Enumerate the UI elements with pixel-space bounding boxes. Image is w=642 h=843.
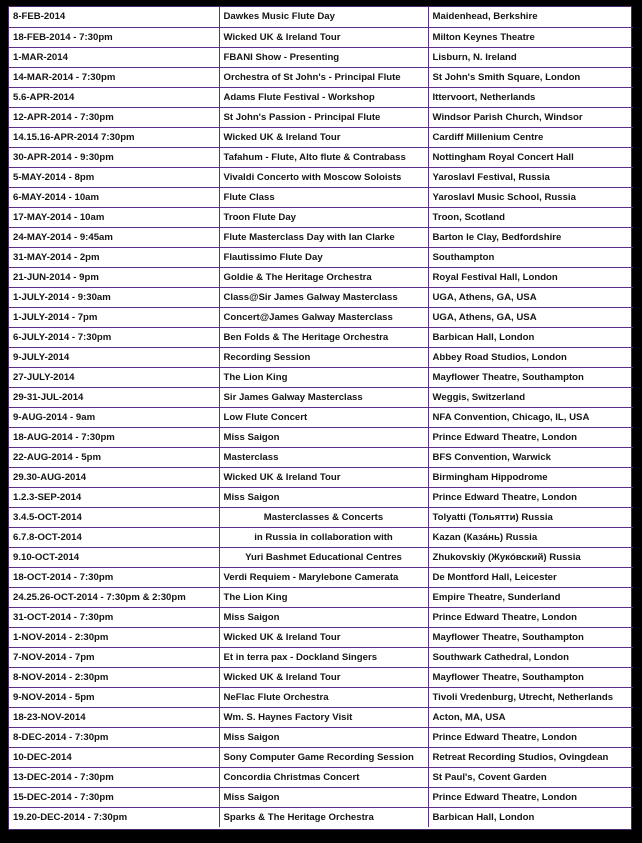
event-cell: in Russia in collaboration with xyxy=(219,527,428,547)
date-cell: 22-AUG-2014 - 5pm xyxy=(9,447,219,467)
schedule-body xyxy=(9,7,633,827)
venue-cell: Nottingham Royal Concert Hall xyxy=(428,147,633,167)
table-row xyxy=(9,767,633,787)
table-row xyxy=(9,87,633,107)
venue-cell: Prince Edward Theatre, London xyxy=(428,607,633,627)
event-cell: Sir James Galway Masterclass xyxy=(219,387,428,407)
date-cell: 12-APR-2014 - 7:30pm xyxy=(9,107,219,127)
table-row xyxy=(9,327,633,347)
table-row xyxy=(9,447,633,467)
table-row xyxy=(9,107,633,127)
venue-cell: Lisburn, N. Ireland xyxy=(428,47,633,67)
event-cell: Orchestra of St John's - Principal Flute xyxy=(219,67,428,87)
venue-cell: UGA, Athens, GA, USA xyxy=(428,287,633,307)
event-cell: The Lion King xyxy=(219,587,428,607)
venue-cell: Prince Edward Theatre, London xyxy=(428,487,633,507)
table-row xyxy=(9,707,633,727)
date-cell: 29.30-AUG-2014 xyxy=(9,467,219,487)
event-cell: Et in terra pax - Dockland Singers xyxy=(219,647,428,667)
table-row xyxy=(9,367,633,387)
venue-cell: St John's Smith Square, London xyxy=(428,67,633,87)
venue-cell: St Paul's, Covent Garden xyxy=(428,767,633,787)
venue-cell: UGA, Athens, GA, USA xyxy=(428,307,633,327)
date-cell: 31-OCT-2014 - 7:30pm xyxy=(9,607,219,627)
table-row xyxy=(9,647,633,667)
event-cell: Goldie & The Heritage Orchestra xyxy=(219,267,428,287)
event-cell: Masterclass xyxy=(219,447,428,467)
venue-cell: Prince Edward Theatre, London xyxy=(428,727,633,747)
event-cell: Wicked UK & Ireland Tour xyxy=(219,627,428,647)
date-cell: 15-DEC-2014 - 7:30pm xyxy=(9,787,219,807)
event-cell: NeFlac Flute Orchestra xyxy=(219,687,428,707)
event-cell: Class@Sir James Galway Masterclass xyxy=(219,287,428,307)
date-cell: 29-31-JUL-2014 xyxy=(9,387,219,407)
date-cell: 1-NOV-2014 - 2:30pm xyxy=(9,627,219,647)
date-cell: 3.4.5-OCT-2014 xyxy=(9,507,219,527)
date-cell: 18-23-NOV-2014 xyxy=(9,707,219,727)
venue-cell: Acton, MA, USA xyxy=(428,707,633,727)
table-row xyxy=(9,467,633,487)
date-cell: 21-JUN-2014 - 9pm xyxy=(9,267,219,287)
table-row xyxy=(9,27,633,47)
event-cell: Adams Flute Festival - Workshop xyxy=(219,87,428,107)
event-cell: Miss Saigon xyxy=(219,787,428,807)
venue-cell: De Montford Hall, Leicester xyxy=(428,567,633,587)
date-cell: 1-MAR-2014 xyxy=(9,47,219,67)
event-cell: Miss Saigon xyxy=(219,727,428,747)
venue-cell: Cardiff Millenium Centre xyxy=(428,127,633,147)
table-row xyxy=(9,67,633,87)
date-cell: 18-OCT-2014 - 7:30pm xyxy=(9,567,219,587)
venue-cell: Tivoli Vredenburg, Utrecht, Netherlands xyxy=(428,687,633,707)
table-row xyxy=(9,187,633,207)
date-cell: 9-JULY-2014 xyxy=(9,347,219,367)
venue-cell: Royal Festival Hall, London xyxy=(428,267,633,287)
date-cell: 1.2.3-SEP-2014 xyxy=(9,487,219,507)
schedule-sheet xyxy=(8,6,632,830)
table-row xyxy=(9,47,633,67)
venue-cell: Yaroslavl Festival, Russia xyxy=(428,167,633,187)
venue-cell: Yaroslavl Music School, Russia xyxy=(428,187,633,207)
table-row xyxy=(9,627,633,647)
date-cell: 9-NOV-2014 - 5pm xyxy=(9,687,219,707)
venue-cell: Zhukovskiy (Жукóвский) Russia xyxy=(428,547,633,567)
date-cell: 5-MAY-2014 - 8pm xyxy=(9,167,219,187)
table-row xyxy=(9,247,633,267)
table-row xyxy=(9,667,633,687)
date-cell: 10-DEC-2014 xyxy=(9,747,219,767)
date-cell: 9-AUG-2014 - 9am xyxy=(9,407,219,427)
venue-cell: Southwark Cathedral, London xyxy=(428,647,633,667)
venue-cell: Barbican Hall, London xyxy=(428,327,633,347)
date-cell: 19.20-DEC-2014 - 7:30pm xyxy=(9,807,219,827)
date-cell: 31-MAY-2014 - 2pm xyxy=(9,247,219,267)
table-row xyxy=(9,687,633,707)
table-row xyxy=(9,167,633,187)
date-cell: 24-MAY-2014 - 9:45am xyxy=(9,227,219,247)
venue-cell: Ittervoort, Netherlands xyxy=(428,87,633,107)
table-row xyxy=(9,527,633,547)
date-cell: 6-MAY-2014 - 10am xyxy=(9,187,219,207)
event-cell: Concert@James Galway Masterclass xyxy=(219,307,428,327)
venue-cell: Barton le Clay, Bedfordshire xyxy=(428,227,633,247)
table-row xyxy=(9,567,633,587)
venue-cell: BFS Convention, Warwick xyxy=(428,447,633,467)
event-cell: St John's Passion - Principal Flute xyxy=(219,107,428,127)
event-cell: Wicked UK & Ireland Tour xyxy=(219,27,428,47)
date-cell: 27-JULY-2014 xyxy=(9,367,219,387)
table-row xyxy=(9,807,633,827)
table-row xyxy=(9,427,633,447)
event-cell: Wicked UK & Ireland Tour xyxy=(219,467,428,487)
date-cell: 8-FEB-2014 xyxy=(9,7,219,27)
venue-cell: Barbican Hall, London xyxy=(432,811,535,823)
table-row xyxy=(9,787,633,807)
event-cell: Wicked UK & Ireland Tour xyxy=(219,127,428,147)
event-cell: Flute Masterclass Day with Ian Clarke xyxy=(219,227,428,247)
date-cell: 14.15.16-APR-2014 7:30pm xyxy=(9,127,219,147)
date-cell: 8-DEC-2014 - 7:30pm xyxy=(9,727,219,747)
date-cell: 9.10-OCT-2014 xyxy=(9,547,219,567)
event-cell: Yuri Bashmet Educational Centres xyxy=(219,547,428,567)
date-cell: 6-JULY-2014 - 7:30pm xyxy=(9,327,219,347)
venue-cell: Southampton xyxy=(428,247,633,267)
table-row xyxy=(9,547,633,567)
date-cell: 30-APR-2014 - 9:30pm xyxy=(9,147,219,167)
event-cell: Tafahum - Flute, Alto flute & Contrabass xyxy=(219,147,428,167)
event-cell: Verdi Requiem - Marylebone Camerata xyxy=(219,567,428,587)
date-cell: 17-MAY-2014 - 10am xyxy=(9,207,219,227)
date-cell: 1-JULY-2014 - 9:30am xyxy=(9,287,219,307)
table-row xyxy=(9,387,633,407)
event-cell: Masterclasses & Concerts xyxy=(219,507,428,527)
event-cell: Concordia Christmas Concert xyxy=(219,767,428,787)
table-row xyxy=(9,227,633,247)
table-row xyxy=(9,507,633,527)
table-row xyxy=(9,727,633,747)
table-row xyxy=(9,307,633,327)
table-row xyxy=(9,747,633,767)
date-cell: 24.25.26-OCT-2014 - 7:30pm & 2:30pm xyxy=(9,587,219,607)
table-row xyxy=(9,587,633,607)
table-row xyxy=(9,487,633,507)
event-cell: The Lion King xyxy=(219,367,428,387)
table-row xyxy=(9,7,633,27)
venue-cell: Kazan (Казáнь) Russia xyxy=(428,527,633,547)
event-cell: Flautissimo Flute Day xyxy=(219,247,428,267)
venue-cell: Windsor Parish Church, Windsor xyxy=(428,107,633,127)
table-row xyxy=(9,127,633,147)
venue-cell: Retreat Recording Studios, Ovingdean xyxy=(428,747,633,767)
event-cell: Ben Folds & The Heritage Orchestra xyxy=(219,327,428,347)
date-cell: 18-FEB-2014 - 7:30pm xyxy=(9,27,219,47)
date-cell: 13-DEC-2014 - 7:30pm xyxy=(9,767,219,787)
table-row xyxy=(9,347,633,367)
venue-cell: Prince Edward Theatre, London xyxy=(428,787,633,807)
event-cell: Dawkes Music Flute Day xyxy=(219,7,428,27)
table-row xyxy=(9,267,633,287)
date-cell: 14-MAR-2014 - 7:30pm xyxy=(9,67,219,87)
event-cell: Miss Saigon xyxy=(219,427,428,447)
event-cell: FBANI Show - Presenting xyxy=(219,47,428,67)
event-cell: Recording Session xyxy=(219,347,428,367)
venue-cell: Prince Edward Theatre, London xyxy=(428,427,633,447)
event-cell: Wm. S. Haynes Factory Visit xyxy=(219,707,428,727)
venue-cell: Tolyatti (Тольятти) Russia xyxy=(428,507,633,527)
date-cell: 5.6-APR-2014 xyxy=(9,87,219,107)
venue-cell: NFA Convention, Chicago, IL, USA xyxy=(428,407,633,427)
venue-cell: Abbey Road Studios, London xyxy=(428,347,633,367)
table-row xyxy=(9,287,633,307)
venue-cell: Mayflower Theatre, Southampton xyxy=(428,367,633,387)
date-cell: 18-AUG-2014 - 7:30pm xyxy=(9,427,219,447)
date-cell: 1-JULY-2014 - 7pm xyxy=(9,307,219,327)
venue-cell: Mayflower Theatre, Southampton xyxy=(428,667,633,687)
table-row xyxy=(9,147,633,167)
schedule-table xyxy=(9,7,633,827)
event-cell: Sony Computer Game Recording Session xyxy=(219,747,428,767)
table-row xyxy=(9,407,633,427)
venue-cell: Weggis, Switzerland xyxy=(428,387,633,407)
table-row xyxy=(9,207,633,227)
venue-cell: Mayflower Theatre, Southampton xyxy=(428,627,633,647)
event-cell: Flute Class xyxy=(219,187,428,207)
venue-cell: Birmingham Hippodrome xyxy=(428,467,633,487)
event-cell: Miss Saigon xyxy=(219,607,428,627)
date-cell: 7-NOV-2014 - 7pm xyxy=(9,647,219,667)
event-cell: Troon Flute Day xyxy=(219,207,428,227)
event-cell: Vivaldi Concerto with Moscow Soloists xyxy=(219,167,428,187)
event-cell: Miss Saigon xyxy=(219,487,428,507)
event-cell: Sparks & The Heritage Orchestra xyxy=(219,807,428,827)
event-cell: Wicked UK & Ireland Tour xyxy=(219,667,428,687)
venue-cell: Empire Theatre, Sunderland xyxy=(428,587,633,607)
event-cell: Low Flute Concert xyxy=(219,407,428,427)
table-row xyxy=(9,607,633,627)
date-cell: 8-NOV-2014 - 2:30pm xyxy=(9,667,219,687)
venue-cell: Milton Keynes Theatre xyxy=(428,27,633,47)
venue-cell: Maidenhead, Berkshire xyxy=(428,7,633,27)
date-cell: 6.7.8-OCT-2014 xyxy=(9,527,219,547)
venue-cell: Troon, Scotland xyxy=(428,207,633,227)
